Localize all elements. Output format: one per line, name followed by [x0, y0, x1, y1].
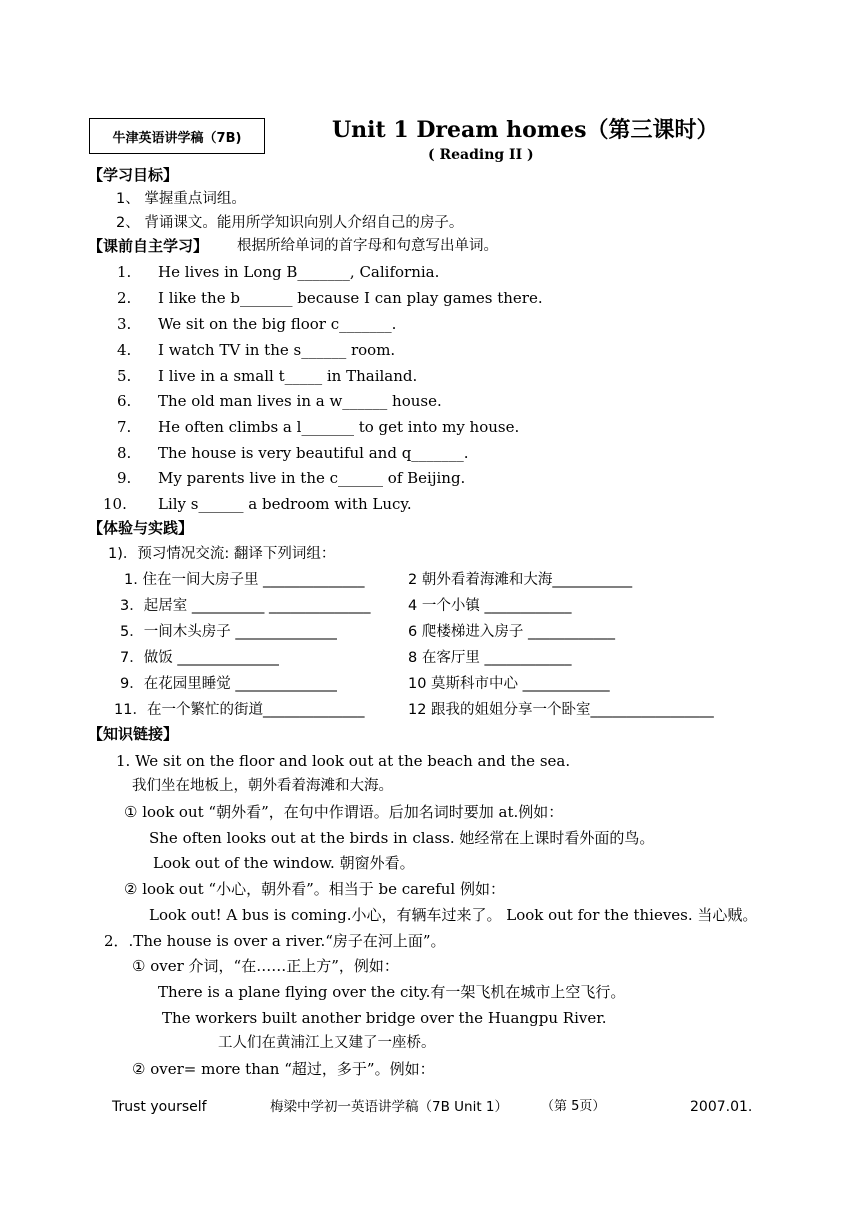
knowledge-line: 我们坐在地板上，朝外看着海滩和大海。: [132, 778, 393, 794]
footer-motto: Trust yourself: [112, 1099, 207, 1115]
knowledge-line: 工人们在黄浦江上又建了一座桥。: [218, 1035, 436, 1051]
goal-item: 1、 掌握重点词组。: [116, 191, 246, 207]
phrase-item: 1. 住在一间大房子里 ______________: [124, 572, 365, 588]
exercise-text: We sit on the big floor c_______.: [158, 315, 397, 333]
exercise-text: He lives in Long B_______, California.: [158, 263, 440, 281]
practice-heading: 【体验与实践】: [88, 519, 194, 537]
knowledge-line: 1. We sit on the floor and look out at the beach and the sea.: [116, 752, 571, 770]
exercise-text: I live in a small t_____ in Thailand.: [158, 367, 418, 385]
preview-heading: 【课前自主学习】: [88, 237, 209, 255]
exercise-text: I like the b_______ because I can play games there.: [158, 289, 543, 307]
knowledge-line: ① look out “朝外看”，在句中作谓语。后加名词时要加 at.例如：: [124, 803, 564, 821]
practice-intro: 1)．预习情况交流: 翻译下列词组：: [108, 546, 336, 562]
knowledge-line: Look out of the window. 朝窗外看。: [153, 854, 415, 872]
exercise-text: I watch TV in the s______ room.: [158, 341, 396, 359]
phrase-item: 11．在一个繁忙的街道______________: [114, 702, 365, 718]
goals-heading: 【学习目标】: [88, 166, 179, 184]
exercise-number: 4.: [117, 341, 132, 359]
knowledge-line: ② over= more than “超过，多于”。例如：: [132, 1060, 435, 1078]
page-title: Unit 1 Dream homes（第三课时）: [332, 117, 719, 143]
exercise-text: My parents live in the c______ of Beijing.: [158, 469, 466, 487]
exercise-number: 2.: [117, 289, 132, 307]
exercise-number: 8.: [117, 444, 132, 462]
exercise-text: The house is very beautiful and q_______.: [158, 444, 469, 462]
footer-date: 2007.01.: [690, 1099, 753, 1115]
phrase-item: 7．做饭 ______________: [120, 650, 279, 666]
knowledge-heading: 【知识链接】: [88, 725, 179, 743]
knowledge-line: ① over 介词，“在……正上方”，例如：: [132, 957, 399, 975]
exercise-number: 6.: [117, 392, 132, 410]
knowledge-line: 2．.The house is over a river.“房子在河上面”。: [104, 932, 446, 950]
preview-instruction: 根据所给单词的首字母和句意写出单词。: [237, 238, 498, 254]
phrase-item: 12 跟我的姐姐分享一个卧室_________________: [408, 702, 714, 718]
page-subtitle: ( Reading II ): [428, 147, 534, 163]
exercise-number: 7.: [117, 418, 132, 436]
header-box-label: 牛津英语讲学稿（7B): [89, 118, 265, 154]
phrase-item: 10 莫斯科市中心 ____________: [408, 676, 610, 692]
knowledge-line: Look out! A bus is coming.小心，有辆车过来了。 Look out for the thieves. 当心贼。: [149, 906, 758, 924]
phrase-item: 8 在客厅里 ____________: [408, 650, 572, 666]
exercise-text: He often climbs a l_______ to get into my house.: [158, 418, 520, 436]
phrase-item: 9．在花园里睡觉 ______________: [120, 676, 337, 692]
phrase-item: 2 朝外看着海滩和大海___________: [408, 572, 633, 588]
footer-page-number: （第 5页）: [541, 1099, 606, 1114]
knowledge-line: ② look out “小心，朝外看”。相当于 be careful 例如：: [124, 880, 505, 898]
exercise-number: 10.: [103, 495, 127, 513]
knowledge-line: The workers built another bridge over the Huangpu River.: [162, 1009, 607, 1027]
phrase-item: 4 一个小镇 ____________: [408, 598, 572, 614]
goal-item: 2、 背诵课文。能用所学知识向别人介绍自己的房子。: [116, 215, 464, 231]
phrase-item: 5．一间木头房子 ______________: [120, 624, 337, 640]
exercise-number: 1.: [117, 263, 132, 281]
footer-center: 梅梁中学初一英语讲学稿（7B Unit 1）: [270, 1099, 509, 1115]
exercise-text: Lily s______ a bedroom with Lucy.: [158, 495, 412, 513]
knowledge-line: There is a plane flying over the city.有一架飞机在城市上空飞行。: [158, 983, 626, 1001]
exercise-number: 9.: [117, 469, 132, 487]
phrase-item: 6 爬楼梯进入房子 ____________: [408, 624, 615, 640]
exercise-number: 5.: [117, 367, 132, 385]
exercise-text: The old man lives in a w______ house.: [158, 392, 442, 410]
phrase-item: 3．起居室 __________ ______________: [120, 598, 371, 614]
knowledge-line: She often looks out at the birds in class. 她经常在上课时看外面的鸟。: [149, 829, 655, 847]
exercise-number: 3.: [117, 315, 132, 333]
